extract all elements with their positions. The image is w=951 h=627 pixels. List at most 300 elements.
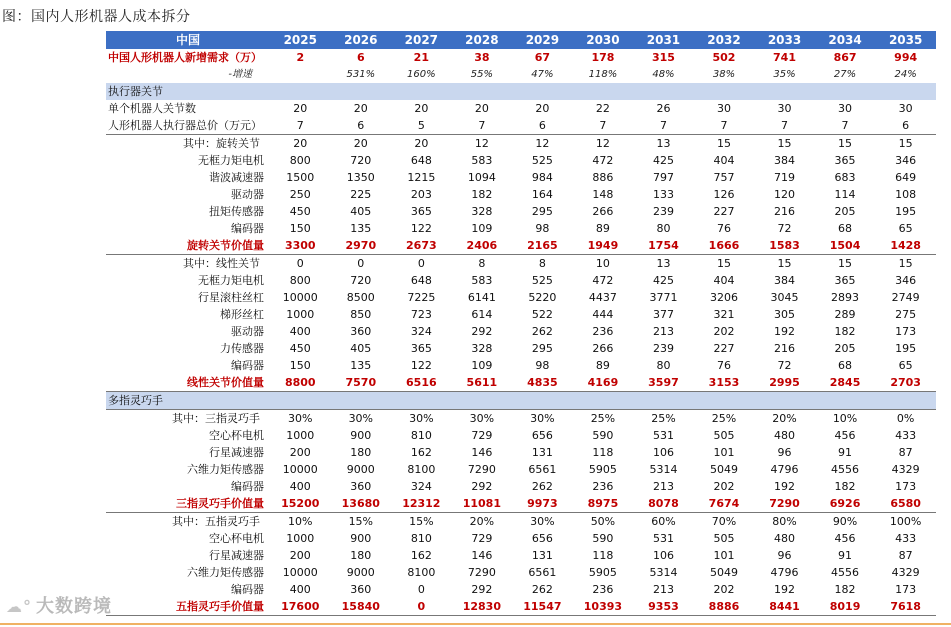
actuator-row-cell: 6 <box>357 119 365 132</box>
three-finger-item-row-cell: 1000 <box>286 429 315 442</box>
rotary-item-row-cell: 1215 <box>407 171 436 184</box>
linear-item-row-label: 梯形丝杠 <box>220 308 264 321</box>
linear-item-row-cell: 292 <box>471 325 493 338</box>
figure-title: 图：国内人形机器人成本拆分 <box>2 9 191 25</box>
actuator-row-cell: 6 <box>902 119 910 132</box>
five-finger-item-row-cell: 236 <box>592 583 614 596</box>
five-finger-subtotal-row-cell: 60% <box>633 513 694 531</box>
bottom-rule <box>0 623 951 625</box>
rotary-subtotal-row-cell: 15 <box>875 135 936 153</box>
linear-item-row-cell: 173 <box>895 325 917 338</box>
rotary-item-row <box>106 152 936 169</box>
three-finger-item-row <box>106 444 936 461</box>
five-finger-subtotal-row-cell: 100% <box>875 513 936 531</box>
linear-item-row-cell: 384 <box>774 274 796 287</box>
rotary-total-row-cell: 1754 <box>633 237 694 255</box>
linear-item-row-cell: 2893 <box>831 291 860 304</box>
actuator-row-cell: 7 <box>296 119 304 132</box>
linear-item-row-cell: 377 <box>652 308 674 321</box>
header-row-cell: 2026 <box>331 31 392 49</box>
three-finger-total-row-cell: 11081 <box>452 495 513 513</box>
five-finger-item-row <box>106 547 936 564</box>
linear-item-row-cell: 80 <box>656 359 671 372</box>
rotary-item-row-label: 编码器 <box>231 222 264 235</box>
three-finger-item-row-cell: 180 <box>350 446 372 459</box>
linear-item-row-cell: 800 <box>289 274 311 287</box>
rotary-item-row-cell: 405 <box>350 205 372 218</box>
five-finger-item-row <box>106 564 936 581</box>
actuator-row-cell: 30 <box>777 102 792 115</box>
actuator-row-cell: 5 <box>417 119 425 132</box>
actuator-row-cell: 7 <box>841 119 849 132</box>
linear-item-row-cell: 266 <box>592 342 614 355</box>
rotary-item-row-cell: 205 <box>834 205 856 218</box>
rotary-subtotal-row-cell: 12 <box>452 135 513 153</box>
three-finger-item-row <box>106 427 936 444</box>
three-finger-item-row-cell: 729 <box>471 429 493 442</box>
actuator-row-cell: 30 <box>898 102 913 115</box>
header-row-cell: 2032 <box>694 31 755 49</box>
rotary-item-row-cell: 1500 <box>286 171 315 184</box>
five-finger-item-row-label: 编码器 <box>231 583 264 596</box>
linear-item-row-cell: 522 <box>531 308 553 321</box>
header-row-cell: 2034 <box>815 31 876 49</box>
rotary-subtotal-row-cell: 12 <box>573 135 634 153</box>
demand-row-cell: 178 <box>591 51 615 64</box>
actuator-row-label: 人形机器人执行器总价（万元） <box>108 119 262 132</box>
three-finger-item-row-cell: 131 <box>531 446 553 459</box>
linear-item-row-cell: 295 <box>531 342 553 355</box>
linear-item-row-cell: 236 <box>592 325 614 338</box>
linear-item-row-cell: 72 <box>777 359 792 372</box>
five-finger-item-row-cell: 810 <box>410 532 432 545</box>
rotary-item-row-cell: 227 <box>713 205 735 218</box>
linear-item-row-cell: 213 <box>652 325 674 338</box>
three-finger-item-row-cell: 10000 <box>282 463 318 476</box>
five-finger-subtotal-row-cell: 50% <box>573 513 634 531</box>
five-finger-item-row-cell: 8100 <box>407 566 436 579</box>
actuator-row-cell: 30 <box>716 102 731 115</box>
rotary-item-row-cell: 719 <box>774 171 796 184</box>
rotary-item-row-cell: 68 <box>838 222 853 235</box>
three-finger-item-row-cell: 101 <box>713 446 735 459</box>
linear-item-row-cell: 450 <box>289 342 311 355</box>
rotary-item-row-cell: 76 <box>716 222 731 235</box>
linear-item-row-cell: 89 <box>595 359 610 372</box>
linear-item-row-cell: 65 <box>898 359 913 372</box>
header-row-cell: 2033 <box>754 31 815 49</box>
three-finger-item-row-cell: 262 <box>531 480 553 493</box>
linear-item-row-cell: 216 <box>774 342 796 355</box>
three-finger-item-row-cell: 900 <box>350 429 372 442</box>
three-finger-total-row-cell: 7674 <box>694 495 755 513</box>
three-finger-subtotal-row-label: 其中：三指灵巧手 <box>106 410 270 428</box>
linear-item-row-cell: 614 <box>471 308 493 321</box>
linear-item-row-cell: 472 <box>592 274 614 287</box>
rotary-item-row-cell: 648 <box>410 154 432 167</box>
five-finger-item-row-cell: 118 <box>592 549 614 562</box>
five-finger-subtotal-row-cell: 20% <box>452 513 513 531</box>
rotary-item-row-cell: 720 <box>350 154 372 167</box>
linear-item-row-cell: 723 <box>410 308 432 321</box>
rotary-item-row-cell: 109 <box>471 222 493 235</box>
linear-item-row <box>106 289 936 306</box>
linear-subtotal-row-cell: 0 <box>270 255 331 273</box>
linear-total-row <box>106 374 936 392</box>
header-row-cell: 2035 <box>875 31 936 49</box>
five-finger-item-row-cell: 87 <box>898 549 913 562</box>
five-finger-item-row-cell: 96 <box>777 549 792 562</box>
five-finger-subtotal-row-cell: 90% <box>815 513 876 531</box>
actuator-row-cell: 22 <box>595 102 610 115</box>
rotary-item-row-cell: 150 <box>289 222 311 235</box>
actuator-row-cell: 20 <box>535 102 550 115</box>
rotary-item-row-cell: 583 <box>471 154 493 167</box>
actuator-row-cell: 7 <box>659 119 667 132</box>
header-row-cell: 2025 <box>270 31 331 49</box>
three-finger-subtotal-row-cell: 20% <box>754 410 815 428</box>
three-finger-total-row-cell: 13680 <box>331 495 392 513</box>
linear-item-row-cell: 444 <box>592 308 614 321</box>
five-finger-total-row <box>106 598 936 616</box>
linear-item-row-cell: 150 <box>289 359 311 372</box>
linear-item-row-cell: 321 <box>713 308 735 321</box>
rotary-item-row-cell: 1350 <box>346 171 375 184</box>
five-finger-item-row-cell: 180 <box>350 549 372 562</box>
three-finger-item-row-cell: 5314 <box>649 463 678 476</box>
linear-total-row-cell: 4835 <box>512 374 573 392</box>
five-finger-item-row-cell: 213 <box>652 583 674 596</box>
three-finger-item-row-cell: 360 <box>350 480 372 493</box>
three-finger-item-row-cell: 192 <box>774 480 796 493</box>
three-finger-subtotal-row-cell: 10% <box>815 410 876 428</box>
rotary-total-row-cell: 1428 <box>875 237 936 255</box>
linear-item-row-cell: 10000 <box>282 291 318 304</box>
demand-row <box>106 49 936 66</box>
actuator-section-row-label: 执行器关节 <box>106 83 936 100</box>
three-finger-item-row-cell: 8100 <box>407 463 436 476</box>
rotary-total-row <box>106 237 936 255</box>
linear-item-row-cell: 68 <box>838 359 853 372</box>
actuator-row-cell: 30 <box>838 102 853 115</box>
five-finger-subtotal-row-cell: 70% <box>694 513 755 531</box>
rotary-total-row-cell: 1666 <box>694 237 755 255</box>
five-finger-subtotal-row-cell: 30% <box>512 513 573 531</box>
linear-item-row-cell: 122 <box>410 359 432 372</box>
actuator-row-cell: 7 <box>599 119 607 132</box>
five-finger-subtotal-row-cell: 80% <box>754 513 815 531</box>
five-finger-item-row-cell: 480 <box>774 532 796 545</box>
three-finger-item-row-cell: 400 <box>289 480 311 493</box>
five-finger-item-row-cell: 91 <box>838 549 853 562</box>
rotary-item-row-cell: 425 <box>652 154 674 167</box>
three-finger-total-row-cell: 8975 <box>573 495 634 513</box>
rotary-subtotal-row-cell: 20 <box>270 135 331 153</box>
linear-total-row-cell: 8800 <box>270 374 331 392</box>
five-finger-total-row-label: 五指灵巧手价值量 <box>106 598 270 616</box>
linear-item-row-cell: 205 <box>834 342 856 355</box>
five-finger-item-row-label: 六维力矩传感器 <box>187 566 264 579</box>
three-finger-item-row-cell: 6561 <box>528 463 557 476</box>
three-finger-item-row-cell: 590 <box>592 429 614 442</box>
rotary-item-row-cell: 80 <box>656 222 671 235</box>
five-finger-item-row-cell: 106 <box>652 549 674 562</box>
actuator-row-cell: 20 <box>414 102 429 115</box>
five-finger-total-row-cell: 0 <box>391 598 452 616</box>
five-finger-total-row-cell: 7618 <box>875 598 936 616</box>
demand-row-cell: 741 <box>773 51 796 64</box>
three-finger-item-row-cell: 9000 <box>346 463 375 476</box>
linear-item-row-cell: 648 <box>410 274 432 287</box>
actuator-row-cell: 26 <box>656 102 671 115</box>
three-finger-item-row-cell: 292 <box>471 480 493 493</box>
actuator-row-cell: 7 <box>478 119 486 132</box>
five-finger-item-row-cell: 202 <box>713 583 735 596</box>
linear-item-row-cell: 4437 <box>588 291 617 304</box>
demand-row-cell: 21 <box>413 51 429 64</box>
actuator-section-row <box>106 83 936 100</box>
linear-item-row-cell: 720 <box>350 274 372 287</box>
rotary-item-row-cell: 120 <box>774 188 796 201</box>
three-finger-item-row-cell: 106 <box>652 446 674 459</box>
rotary-item-row-cell: 295 <box>531 205 553 218</box>
rotary-total-row-cell: 2165 <box>512 237 573 255</box>
rotary-item-row <box>106 220 936 237</box>
five-finger-item-row-cell: 7290 <box>467 566 496 579</box>
linear-item-row-cell: 400 <box>289 325 311 338</box>
linear-item-row-cell: 289 <box>834 308 856 321</box>
actuator-row-cell: 20 <box>353 102 368 115</box>
header-row <box>106 31 936 49</box>
header-row-cell: 2031 <box>633 31 694 49</box>
five-finger-total-row-cell: 10393 <box>573 598 634 616</box>
linear-total-row-cell: 5611 <box>452 374 513 392</box>
three-finger-item-row-cell: 213 <box>652 480 674 493</box>
rotary-item-row-cell: 450 <box>289 205 311 218</box>
header-row-cell: 2029 <box>512 31 573 49</box>
five-finger-total-row-cell: 9353 <box>633 598 694 616</box>
linear-item-row-label: 力传感器 <box>220 342 264 355</box>
five-finger-total-row-cell: 17600 <box>270 598 331 616</box>
three-finger-subtotal-row-cell: 0% <box>875 410 936 428</box>
rotary-item-row-cell: 1094 <box>467 171 496 184</box>
three-finger-item-row-cell: 202 <box>713 480 735 493</box>
five-finger-item-row-cell: 1000 <box>286 532 315 545</box>
hand-section-row-label: 多指灵巧手 <box>106 392 936 410</box>
rotary-subtotal-row-cell: 12 <box>512 135 573 153</box>
rotary-item-row-cell: 472 <box>592 154 614 167</box>
three-finger-subtotal-row-cell: 25% <box>633 410 694 428</box>
linear-item-row-cell: 8500 <box>346 291 375 304</box>
three-finger-subtotal-row-cell: 30% <box>331 410 392 428</box>
three-finger-item-row-cell: 480 <box>774 429 796 442</box>
three-finger-total-row-cell: 9973 <box>512 495 573 513</box>
three-finger-subtotal-row-cell: 30% <box>391 410 452 428</box>
linear-total-row-cell: 2703 <box>875 374 936 392</box>
growth-row-cell: 118% <box>588 69 618 80</box>
three-finger-item-row-cell: 87 <box>898 446 913 459</box>
cloud-logo-icon: ☁° <box>6 597 32 616</box>
linear-item-row-cell: 275 <box>895 308 917 321</box>
five-finger-item-row-cell: 656 <box>531 532 553 545</box>
linear-item-row-label: 驱动器 <box>231 325 264 338</box>
linear-item-row-cell: 3045 <box>770 291 799 304</box>
three-finger-item-row-cell: 173 <box>895 480 917 493</box>
five-finger-item-row-cell: 0 <box>417 583 425 596</box>
rotary-subtotal-row-cell: 20 <box>391 135 452 153</box>
linear-total-row-cell: 7570 <box>331 374 392 392</box>
rotary-item-row-cell: 148 <box>592 188 614 201</box>
rotary-subtotal-row <box>106 135 936 153</box>
rotary-item-row-cell: 984 <box>531 171 553 184</box>
demand-row-label: 中国人形机器人新增需求（万） <box>108 51 262 64</box>
linear-item-row-cell: 135 <box>350 359 372 372</box>
rotary-item-row-cell: 797 <box>652 171 674 184</box>
three-finger-item-row-cell: 96 <box>777 446 792 459</box>
rotary-total-row-cell: 2406 <box>452 237 513 255</box>
rotary-item-row-cell: 683 <box>834 171 856 184</box>
three-finger-subtotal-row-cell: 30% <box>512 410 573 428</box>
rotary-subtotal-row-cell: 20 <box>331 135 392 153</box>
three-finger-item-row-cell: 4556 <box>831 463 860 476</box>
five-finger-item-row-cell: 5049 <box>709 566 738 579</box>
five-finger-item-row-cell: 192 <box>774 583 796 596</box>
five-finger-item-row-cell: 531 <box>652 532 674 545</box>
three-finger-item-row-cell: 200 <box>289 446 311 459</box>
three-finger-item-row-cell: 7290 <box>467 463 496 476</box>
header-row-cell: 2028 <box>452 31 513 49</box>
linear-item-row-cell: 5220 <box>528 291 557 304</box>
demand-row-cell: 2 <box>296 51 305 64</box>
demand-row-cell: 502 <box>712 51 736 64</box>
growth-row-cell: 38% <box>712 69 736 80</box>
rotary-subtotal-row-cell: 15 <box>815 135 876 153</box>
actuator-row-cell: 6 <box>538 119 546 132</box>
five-finger-total-row-cell: 15840 <box>331 598 392 616</box>
linear-item-row-label: 行星滚柱丝杠 <box>198 291 264 304</box>
five-finger-item-row-cell: 146 <box>471 549 493 562</box>
linear-total-row-cell: 4169 <box>573 374 634 392</box>
rotary-item-row-cell: 89 <box>595 222 610 235</box>
three-finger-item-row-cell: 810 <box>410 429 432 442</box>
watermark-text: 大数跨境 <box>36 596 112 617</box>
rotary-item-row-cell: 225 <box>350 188 372 201</box>
three-finger-subtotal-row <box>106 410 936 428</box>
linear-total-row-label: 线性关节价值量 <box>106 374 270 392</box>
linear-item-row-cell: 109 <box>471 359 493 372</box>
rotary-item-row-cell: 757 <box>713 171 735 184</box>
five-finger-subtotal-row <box>106 513 936 531</box>
five-finger-item-row-cell: 590 <box>592 532 614 545</box>
growth-row-cell: 160% <box>407 69 436 80</box>
linear-subtotal-row-cell: 10 <box>573 255 634 273</box>
linear-subtotal-row-cell: 0 <box>331 255 392 273</box>
rotary-item-row <box>106 186 936 203</box>
actuator-row-cell: 7 <box>720 119 728 132</box>
three-finger-item-row-cell: 505 <box>713 429 735 442</box>
linear-total-row-cell: 2995 <box>754 374 815 392</box>
rotary-item-row-cell: 135 <box>350 222 372 235</box>
five-finger-item-row-cell: 173 <box>895 583 917 596</box>
linear-item-row-cell: 2749 <box>891 291 920 304</box>
rotary-item-row-cell: 886 <box>592 171 614 184</box>
three-finger-item-row-cell: 5905 <box>588 463 617 476</box>
five-finger-subtotal-row-cell: 10% <box>270 513 331 531</box>
five-finger-item-row-cell: 4556 <box>831 566 860 579</box>
linear-item-row-cell: 346 <box>895 274 917 287</box>
rotary-subtotal-row-cell: 15 <box>694 135 755 153</box>
linear-subtotal-row-cell: 0 <box>391 255 452 273</box>
rotary-item-row-cell: 98 <box>535 222 550 235</box>
growth-row <box>106 66 936 83</box>
linear-item-row-cell: 76 <box>716 359 731 372</box>
actuator-row-label: 单个机器人关节数 <box>108 102 196 115</box>
rotary-item-row-cell: 346 <box>895 154 917 167</box>
growth-row-cell <box>270 66 331 83</box>
five-finger-item-row-label: 行星减速器 <box>209 549 264 562</box>
rotary-item-row-cell: 328 <box>471 205 493 218</box>
three-finger-item-row-cell: 91 <box>838 446 853 459</box>
header-row-cell: 2030 <box>573 31 634 49</box>
linear-total-row-cell: 3153 <box>694 374 755 392</box>
rotary-item-row <box>106 169 936 186</box>
linear-item-row-cell: 525 <box>531 274 553 287</box>
linear-item-row-cell: 202 <box>713 325 735 338</box>
three-finger-item-row-cell: 4329 <box>891 463 920 476</box>
five-finger-item-row-label: 空心杯电机 <box>209 532 264 545</box>
rotary-item-row <box>106 203 936 220</box>
three-finger-item-row-label: 空心杯电机 <box>209 429 264 442</box>
rotary-item-row-label: 谐波减速器 <box>209 171 264 184</box>
linear-item-row-cell: 239 <box>652 342 674 355</box>
five-finger-item-row-cell: 360 <box>350 583 372 596</box>
five-finger-item-row-cell: 5314 <box>649 566 678 579</box>
three-finger-total-row-cell: 15200 <box>270 495 331 513</box>
linear-subtotal-row-cell: 13 <box>633 255 694 273</box>
rotary-item-row-cell: 65 <box>898 222 913 235</box>
three-finger-subtotal-row-cell: 25% <box>694 410 755 428</box>
five-finger-total-row-cell: 8441 <box>754 598 815 616</box>
rotary-item-row-cell: 250 <box>289 188 311 201</box>
linear-item-row <box>106 323 936 340</box>
linear-subtotal-row <box>106 255 936 273</box>
linear-item-row <box>106 357 936 374</box>
linear-item-row-cell: 404 <box>713 274 735 287</box>
actuator-row-cell: 20 <box>474 102 489 115</box>
rotary-total-row-cell: 3300 <box>270 237 331 255</box>
three-finger-subtotal-row-cell: 30% <box>452 410 513 428</box>
rotary-item-row-cell: 182 <box>471 188 493 201</box>
rotary-item-row-cell: 365 <box>410 205 432 218</box>
rotary-subtotal-row-cell: 15 <box>754 135 815 153</box>
linear-item-row-cell: 192 <box>774 325 796 338</box>
actuator-row-cell: 7 <box>781 119 789 132</box>
five-finger-item-row-cell: 131 <box>531 549 553 562</box>
three-finger-item-row-cell: 182 <box>834 480 856 493</box>
rotary-item-row-label: 无框力矩电机 <box>198 154 264 167</box>
rotary-item-row-cell: 108 <box>895 188 917 201</box>
three-finger-total-row-cell: 6580 <box>875 495 936 513</box>
rotary-item-row-cell: 365 <box>834 154 856 167</box>
linear-item-row-cell: 324 <box>410 325 432 338</box>
three-finger-item-row-cell: 5049 <box>709 463 738 476</box>
demand-row-cell: 315 <box>651 51 675 64</box>
growth-row-cell: 24% <box>894 69 917 80</box>
linear-item-row-cell: 182 <box>834 325 856 338</box>
five-finger-item-row-cell: 6561 <box>528 566 557 579</box>
five-finger-item-row-cell: 729 <box>471 532 493 545</box>
linear-item-row-cell: 195 <box>895 342 917 355</box>
